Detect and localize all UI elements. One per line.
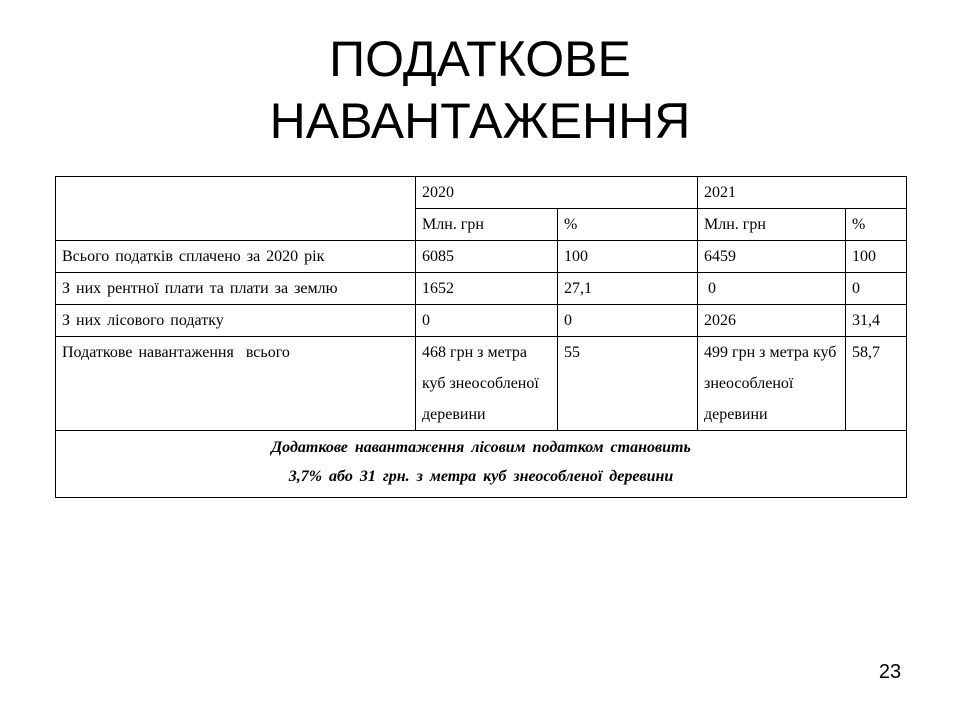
row-label-tax-burden-total: Податкове навантаження всього bbox=[56, 337, 416, 431]
table-header-unit-mln-2021: Млн. грн bbox=[698, 209, 846, 241]
page-number: 23 bbox=[878, 661, 902, 683]
table-row bbox=[56, 337, 907, 431]
cell-pct-2021: 0 bbox=[846, 273, 907, 305]
table-note-line-1: Додаткове навантаження лісовим податком становить bbox=[271, 439, 691, 456]
table-header-unit-pct-2021: % bbox=[846, 209, 907, 241]
cell-pct-2021: 58,7 bbox=[846, 337, 907, 431]
table-note-row bbox=[56, 431, 907, 498]
slide-title bbox=[0, 28, 960, 152]
tax-burden-table bbox=[55, 176, 907, 498]
table-row bbox=[56, 305, 907, 337]
table-header-year-2021: 2021 bbox=[698, 177, 907, 209]
table-header-unit-mln-2020: Млн. грн bbox=[416, 209, 558, 241]
table-header-empty-cell bbox=[56, 177, 416, 241]
cell-mln-2020: 1652 bbox=[416, 273, 558, 305]
cell-pct-2021: 31,4 bbox=[846, 305, 907, 337]
cell-mln-2021: 0 bbox=[698, 273, 846, 305]
table-header-unit-pct-2020: % bbox=[558, 209, 698, 241]
cell-mln-2020: 468 грн з метра куб знеособленої деревини bbox=[416, 337, 558, 431]
cell-mln-2021: 2026 bbox=[698, 305, 846, 337]
table-note-line-2: 3,7% або 31 грн. з метра куб знеособленої деревини bbox=[288, 468, 674, 485]
slide-title-line-2: НАВАНТАЖЕННЯ bbox=[269, 93, 691, 149]
table-note bbox=[56, 431, 907, 498]
table-header-year-2020: 2020 bbox=[416, 177, 698, 209]
table-row bbox=[56, 273, 907, 305]
slide-title-line-1: ПОДАТКОВЕ bbox=[329, 31, 631, 87]
row-label-rent-and-land: З них рентної плати та плати за землю bbox=[56, 273, 416, 305]
cell-mln-2020: 6085 bbox=[416, 241, 558, 273]
cell-mln-2020: 0 bbox=[416, 305, 558, 337]
cell-mln-2021: 499 грн з метра куб знеособленої деревини bbox=[698, 337, 846, 431]
row-label-total-taxes: Всього податків сплачено за 2020 рік bbox=[56, 241, 416, 273]
table-header-row-years bbox=[56, 177, 907, 209]
cell-pct-2020: 55 bbox=[558, 337, 698, 431]
cell-pct-2020: 100 bbox=[558, 241, 698, 273]
cell-pct-2020: 0 bbox=[558, 305, 698, 337]
cell-pct-2020: 27,1 bbox=[558, 273, 698, 305]
table-row bbox=[56, 241, 907, 273]
row-label-forest-tax: З них лісового податку bbox=[56, 305, 416, 337]
cell-mln-2021: 6459 bbox=[698, 241, 846, 273]
cell-pct-2021: 100 bbox=[846, 241, 907, 273]
